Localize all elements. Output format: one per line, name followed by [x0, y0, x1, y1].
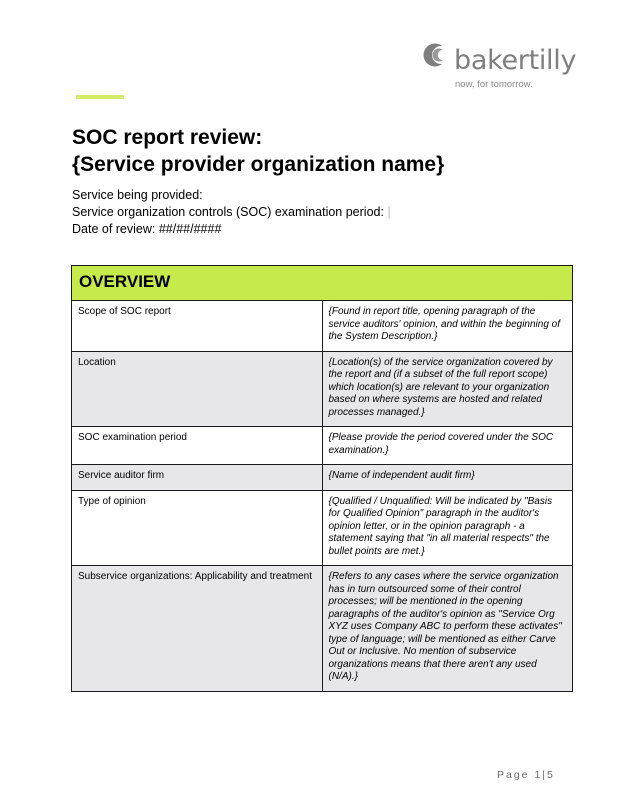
table-row — [72, 427, 573, 465]
report-meta — [72, 187, 391, 238]
bakertilly-logo-icon — [422, 40, 452, 70]
row-label-scope: Scope of SOC report — [72, 301, 323, 352]
page-number: Page 1|5 — [497, 769, 555, 781]
row-label-location: Location — [72, 351, 323, 427]
logo-tagline: now, for tomorrow. — [455, 79, 533, 90]
row-value-auditor[interactable]: {Name of independent audit firm} — [322, 465, 573, 491]
company-logo — [422, 40, 577, 95]
accent-bar — [76, 95, 124, 99]
overview-heading: OVERVIEW — [72, 266, 573, 301]
table-row — [72, 566, 573, 692]
title-line-1: SOC report review: — [72, 126, 263, 149]
logo-wordmark: bakertilly — [454, 45, 577, 76]
row-value-subservice[interactable]: {Refers to any cases where the service organization has in turn outsourced some of their control processes; will be mentioned in the opening paragraphs of the auditor's opinion as "Service Org XYZ uses Company ABC to perform these activates" type of language; will be mentioned as either Carve Out or Inclusive. No mention of subservice organizations means that there aren't any used (N/A).} — [322, 566, 573, 692]
row-label-subservice: Subservice organizations: Applicability and treatment — [72, 566, 323, 692]
row-label-auditor: Service auditor firm — [72, 465, 323, 491]
table-row — [72, 465, 573, 491]
row-value-location[interactable]: {Location(s) of the service organization covered by the report and (if a subset of the full report scope) which location(s) are relevant to your organization based on where systems are hosted and related processes managed.} — [322, 351, 573, 427]
row-label-period: SOC examination period — [72, 427, 323, 465]
service-provided-field[interactable]: Service being provided: — [72, 188, 203, 202]
text-cursor: | — [387, 205, 391, 219]
table-row — [72, 301, 573, 352]
page-title — [72, 124, 444, 178]
title-line-2[interactable]: {Service provider organization name} — [72, 153, 445, 176]
row-value-period[interactable]: {Please provide the period covered under the SOC examination.} — [322, 427, 573, 465]
examination-period-label: Service organization controls (SOC) examination period: — [72, 205, 384, 219]
examination-period-field[interactable] — [72, 204, 391, 221]
row-label-opinion: Type of opinion — [72, 490, 323, 566]
date-of-review-field[interactable]: Date of review: ##/##/#### — [72, 222, 222, 236]
row-value-opinion[interactable]: {Qualified / Unqualified: Will be indicated by "Basis for Qualified Opinion" paragraph in the auditor's opinion letter, or in the opinion paragraph - a statement saying that "in all material respects" the bullet points are met.} — [322, 490, 573, 566]
table-row — [72, 490, 573, 566]
row-value-scope[interactable]: {Found in report title, opening paragraph of the service auditors' opinion, and within the beginning of the System Description.} — [322, 301, 573, 352]
overview-table — [71, 265, 573, 692]
table-row — [72, 351, 573, 427]
